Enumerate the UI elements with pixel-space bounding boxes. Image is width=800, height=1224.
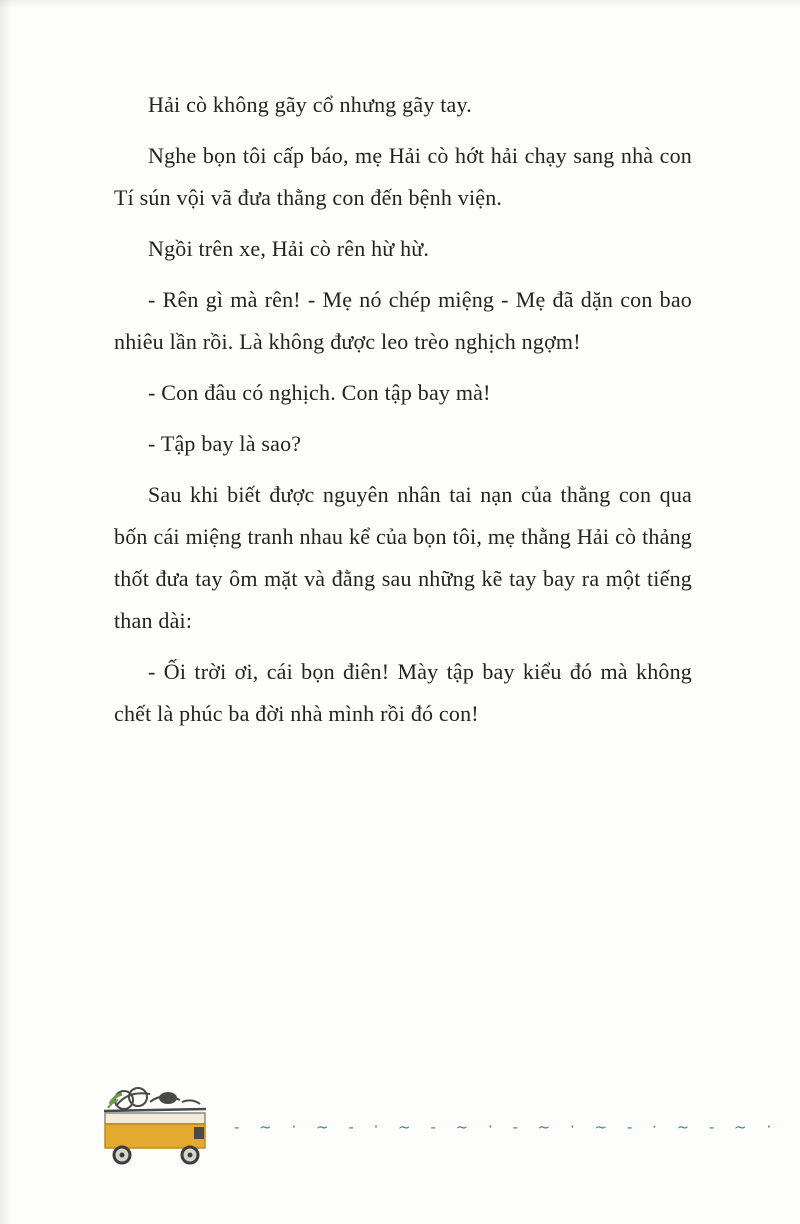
paragraph: - Con đâu có nghịch. Con tập bay mà!	[148, 380, 491, 405]
cart-window	[194, 1127, 204, 1139]
paragraph: - Rên gì mà rên! - Mẹ nó chép miệng - Mẹ đã dặn con bao nhiêu lần rồi. Là không được leo trèo nghịch ngợm!	[114, 287, 692, 354]
cart-rack	[104, 1109, 206, 1111]
paragraph: - Tập bay là sao?	[148, 431, 302, 456]
paragraph: - Ối trời ơi, cái bọn điên! Mày tập bay kiểu đó mà không chết là phúc ba đời nhà mình rồi đó con!	[114, 659, 692, 726]
paragraph: Sau khi biết được nguyên nhân tai nạn của thằng con qua bốn cái miệng tranh nhau kể của bọn tôi, mẹ thằng Hải cò thảng thốt đưa tay ôm mặt và đằng sau những kẽ tay bay ra một tiếng than dài:	[114, 482, 692, 633]
cart-body	[105, 1124, 205, 1148]
paragraph: Ngồi trên xe, Hải cò rên hừ hừ.	[148, 236, 430, 261]
paragraph: Nghe bọn tôi cấp báo, mẹ Hải cò hớt hải chạy sang nhà con Tí sún vội vã đưa thằng con đến bệnh viện.	[114, 143, 692, 210]
toy-cart-illustration	[98, 1080, 223, 1175]
story-text	[114, 84, 692, 744]
dotted-trail: - ~ · ~ - · ~ - ~ · - ~ · ~ - · ~ - ~ ·	[234, 1118, 774, 1136]
cart-body-top	[105, 1113, 205, 1124]
toy-cart-icon	[98, 1080, 223, 1175]
paragraph: Hải cò không gãy cổ nhưng gãy tay.	[148, 92, 472, 117]
